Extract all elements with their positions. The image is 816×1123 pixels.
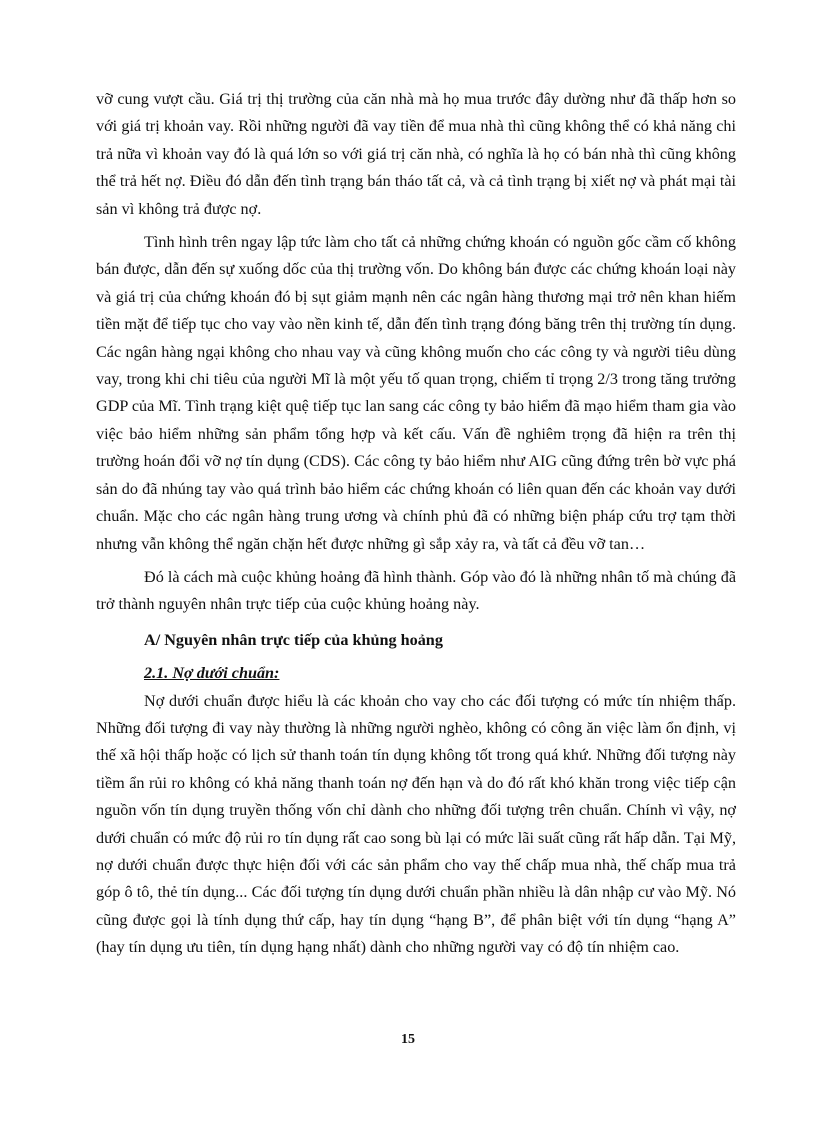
paragraph-market-freeze: Tình hình trên ngay lập tức làm cho tất cả những chứng khoán có nguồn gốc cầm cố không bán được, dẫn đến sự xuống dốc của thị trường vốn. Do không bán được các chứng khoán loại này và giá trị của chứng khoán đó bị sụt giảm mạnh nên các ngân hàng thương mại trở nên khan hiếm tiền mặt để tiếp tục cho vay vào nền kinh tế, dẫn đến tình trạng đóng băng trên thị trường tín dụng. Các ngân hàng ngại không cho nhau vay và cũng không muốn cho các công ty và người tiêu dùng vay, trong khi chi tiêu của người Mĩ là một yếu tố quan trọng, chiếm tỉ trọng 2/3 trong tăng trưởng GDP của Mĩ. Tình trạng kiệt quệ tiếp tục lan sang các công ty bảo hiểm đã mạo hiểm tham gia vào việc bảo hiểm những sản phẩm tổng hợp và kết cấu. Vấn đề nghiêm trọng đã hiện ra trên thị trường hoán đổi vỡ nợ tín dụng (CDS). Các công ty bảo hiểm như AIG cũng đứng trên bờ vực phá sản do đã nhúng tay vào quá trình bảo hiểm các chứng khoán có liên quan đến các khoản vay dưới chuẩn. Mặc cho các ngân hàng trung ương và chính phủ đã có những biện pháp cứu trợ tạm thời nhưng vẫn không thể ngăn chặn hết được những gì sắp xảy ra, và tất cả đều vỡ tan… <box>96 233 736 553</box>
document-page <box>96 86 736 962</box>
paragraph-subprime-debt: Nợ dưới chuẩn được hiểu là các khoản cho vay cho các đối tượng có mức tín nhiệm thấp. Những đối tượng đi vay này thường là những người nghèo, không có công ăn việc làm ổn định, vị thế xã hội thấp hoặc có lịch sử thanh toán tín dụng không tốt trong quá khứ. Những đối tượng này tiềm ẩn rủi ro không có khả năng thanh toán nợ đến hạn và do đó rất khó khăn trong việc tiếp cận nguồn vốn tín dụng truyền thống vốn chỉ dành cho những đối tượng trên chuẩn. Chính vì vậy, nợ dưới chuẩn có mức độ rủi ro tín dụng rất cao song bù lại có mức lãi suất cũng rất hấp dẫn. Tại Mỹ, nợ dưới chuẩn được thực hiện đối với các sản phẩm cho vay thế chấp mua nhà, thế chấp mua trả góp ô tô, thẻ tín dụng... Các đối tượng tín dụng dưới chuẩn phần nhiều là dân nhập cư vào Mỹ. Nó cũng được gọi là tính dụng thứ cấp, hay tín dụng “hạng B”, để phân biệt với tín dụng “hạng A” (hay tín dụng ưu tiên, tín dụng hạng nhất) dành cho những người vay có độ tín nhiệm cao. <box>96 691 736 957</box>
section-heading: A/ Nguyên nhân trực tiếp của khủng hoảng <box>144 630 443 649</box>
paragraph-crisis-formation: Đó là cách mà cuộc khủng hoảng đã hình thành. Góp vào đó là những nhân tố mà chúng đã trở thành nguyên nhân trực tiếp của cuộc khủng hoảng này. <box>96 567 736 614</box>
page-number: 15 <box>401 1032 415 1047</box>
paragraph-continuation: vỡ cung vượt cầu. Giá trị thị trường của căn nhà mà họ mua trước đây dường như đã thấp hơn so với giá trị khoản vay. Rồi những người đã vay tiền để mua nhà thì cũng không thể có khả năng chi trả nữa vì khoản vay đó là quá lớn so với giá trị căn nhà, có nghĩa là họ có bán nhà thì cũng không thể trả hết nợ. Điều đó dẫn đến tình trạng bán tháo tất cả, và cả tình trạng bị xiết nợ và phát mại tài sản vì không trả được nợ. <box>96 90 736 218</box>
subsection-heading: 2.1. Nợ dưới chuẩn: <box>144 664 280 683</box>
